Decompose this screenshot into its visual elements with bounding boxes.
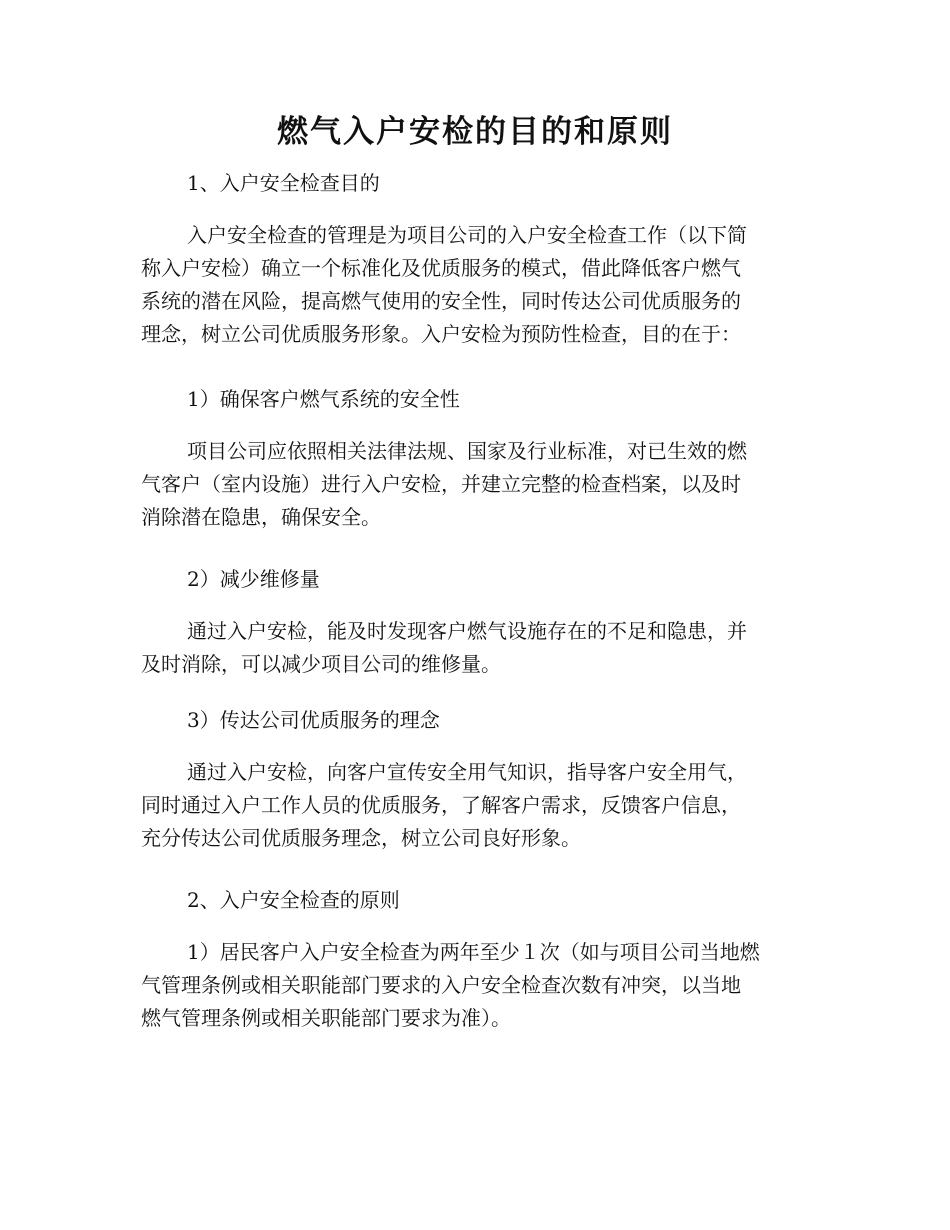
paragraph-line: 理念，树立公司优质服务形象。入户安检为预防性检查，目的在于： xyxy=(141,322,741,346)
paragraph-line: 入户安全检查的管理是为项目公司的入户安全检查工作（以下简 xyxy=(187,223,747,247)
paragraph-line: 消除潜在隐患，确保安全。 xyxy=(141,505,381,529)
item-heading-service: 3）传达公司优质服务的理念 xyxy=(187,708,440,732)
section-heading-purpose: 1、入户安全检查目的 xyxy=(187,171,380,195)
paragraph-principles-rule xyxy=(141,936,805,1035)
paragraph-maintenance xyxy=(141,615,805,681)
paragraph-service xyxy=(141,756,805,855)
paragraph-line: 项目公司应依照相关法律法规、国家及行业标准，对已生效的燃 xyxy=(187,439,747,463)
document-title: 燃气入户安检的目的和原则 xyxy=(277,114,673,150)
paragraph-line: 及时消除，可以减少项目公司的维修量。 xyxy=(141,652,501,676)
paragraph-line: 充分传达公司优质服务理念，树立公司良好形象。 xyxy=(141,826,581,850)
item-heading-safety: 1）确保客户燃气系统的安全性 xyxy=(187,387,460,411)
paragraph-line: 气客户（室内设施）进行入户安检，并建立完整的检查档案，以及时 xyxy=(141,472,741,496)
paragraph-line: 通过入户安检，向客户宣传安全用气知识，指导客户安全用气， xyxy=(187,760,747,784)
paragraph-line: 称入户安检）确立一个标准化及优质服务的模式，借此降低客户燃气 xyxy=(141,256,741,280)
paragraph-line: 同时通过入户工作人员的优质服务，了解客户需求，反馈客户信息， xyxy=(141,793,741,817)
paragraph-line: 燃气管理条例或相关职能部门要求为准）。 xyxy=(141,1006,511,1030)
paragraph-purpose-intro xyxy=(141,219,805,351)
section-heading-principles: 2、入户安全检查的原则 xyxy=(187,888,400,912)
paragraph-line: 气管理条例或相关职能部门要求的入户安全检查次数有冲突，以当地 xyxy=(141,973,741,997)
paragraph-line: 系统的潜在风险，提高燃气使用的安全性，同时传达公司优质服务的 xyxy=(141,289,741,313)
paragraph-safety xyxy=(141,435,805,534)
paragraph-line: 1）居民客户入户安全检查为两年至少１次（如与项目公司当地燃 xyxy=(187,940,760,964)
paragraph-line: 通过入户安检，能及时发现客户燃气设施存在的不足和隐患，并 xyxy=(187,619,747,643)
item-heading-maintenance: 2）减少维修量 xyxy=(187,567,320,591)
